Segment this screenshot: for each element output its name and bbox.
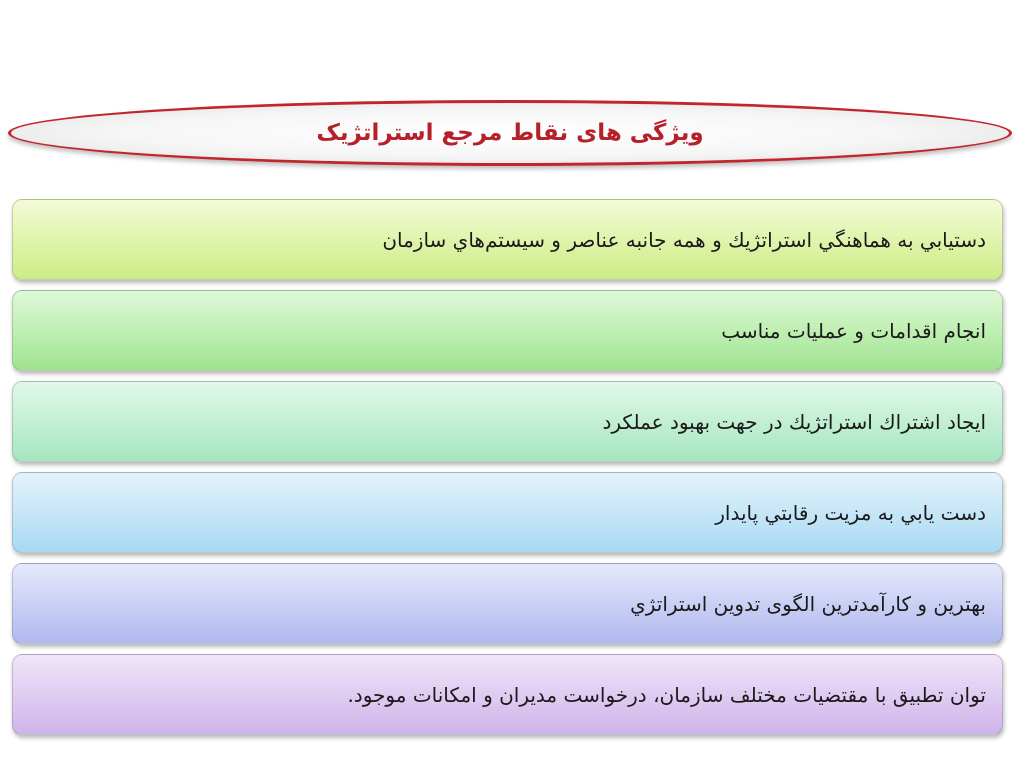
list-item-4 — [12, 472, 1003, 553]
list-item-5 — [12, 563, 1003, 644]
list-item-text: انجام اقدامات و عمليات مناسب — [721, 318, 986, 343]
slide-title: ویژگی های نقاط مرجع استراتژیک — [316, 120, 704, 146]
list-item-3 — [12, 381, 1003, 462]
list-item-text: توان تطبيق با مقتضيات مختلف سازمان، درخواست مديران و امكانات موجود. — [347, 682, 986, 707]
feature-list — [12, 199, 1003, 745]
list-item-1 — [12, 199, 1003, 280]
list-item-text: دستيابي به هماهنگي استراتژيك و همه جانبه عناصر و سيستم‌هاي سازمان — [382, 227, 986, 252]
list-item-text: دست يابي به مزيت رقابتي پايدار — [715, 500, 986, 525]
title-oval — [8, 100, 1012, 166]
list-item-2 — [12, 290, 1003, 371]
list-item-6 — [12, 654, 1003, 735]
list-item-text: ايجاد اشتراك استراتژيك در جهت بهبود عملكرد — [602, 409, 986, 434]
list-item-text: بهترين و كارآمدترين الگوی تدوين استراتژي — [630, 591, 986, 616]
